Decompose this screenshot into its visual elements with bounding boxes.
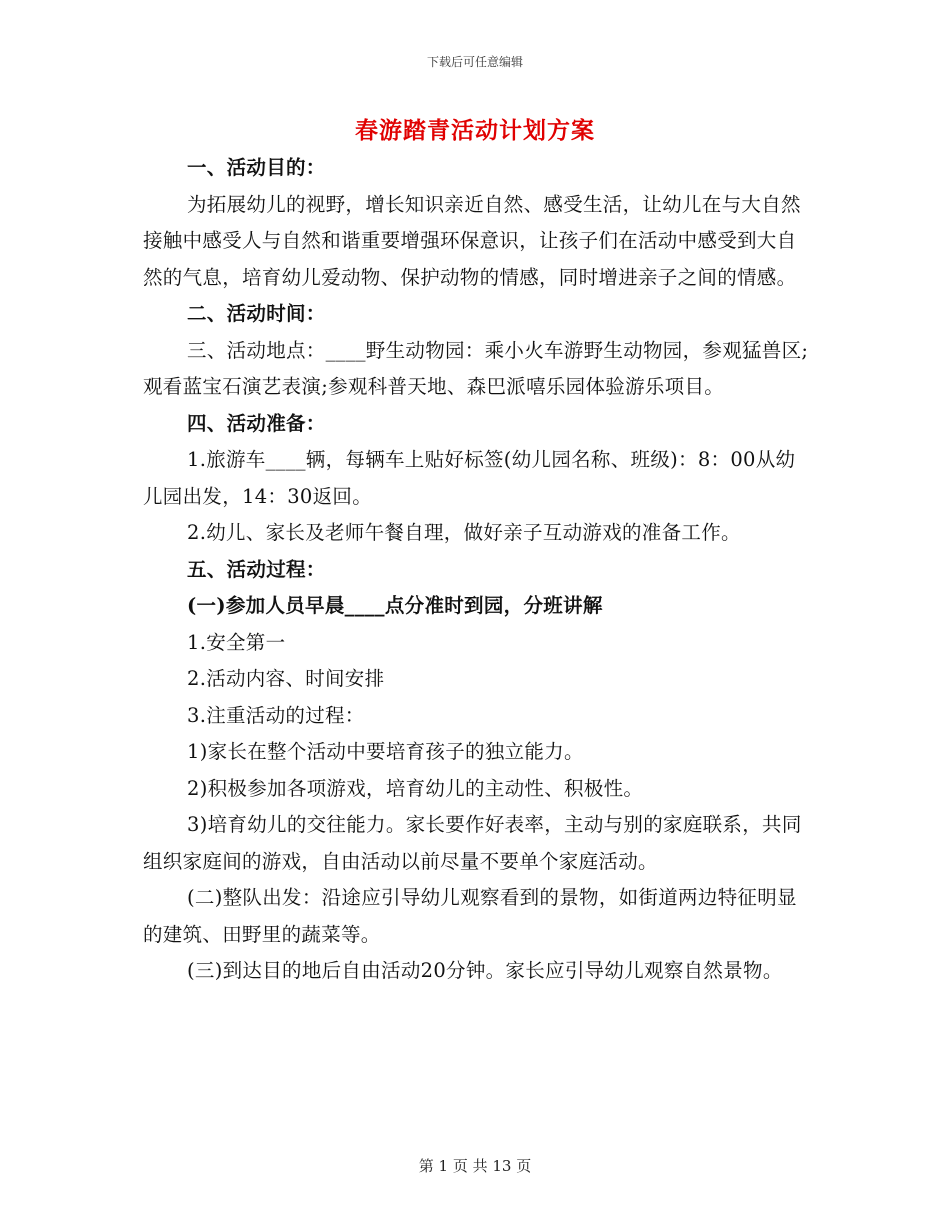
paragraph-location: 三、活动地点：____野生动物园：乘小火车游野生动物园，参观猛兽区;观看蓝宝石演艺表演;参观科普天地、森巴派嘻乐园体验游乐项目。 xyxy=(143,338,809,398)
document-title: 春游踏青活动计划方案 xyxy=(355,117,595,144)
section-heading-purpose: 一、活动目的： xyxy=(187,156,326,179)
list-item-independence: 1)家长在整个活动中要培育孩子的独立能力。 xyxy=(187,740,584,763)
list-item-lunch: 2.幼儿、家长及老师午餐自理，做好亲子互动游戏的准备工作。 xyxy=(187,521,741,544)
section-heading-process: 五、活动过程： xyxy=(187,557,326,581)
list-item-safety: 1.安全第一 xyxy=(187,630,286,654)
paragraph-departure: (二)整队出发：沿途应引导幼儿观察看到的景物，如街道两边特征明显的建筑、田野里的蔬菜等。 xyxy=(143,886,797,946)
page-footer: 第 1 页 共 13 页 xyxy=(418,1157,532,1175)
list-item-social: 3)培育幼儿的交往能力。家长要作好表率，主动与别的家庭联系，共同组织家庭间的游戏，自由活动以前尽量不要单个家庭活动。 xyxy=(143,813,802,873)
list-item-process-focus: 3.注重活动的过程： xyxy=(187,703,365,727)
paragraph-free-activity: (三)到达目的地后自由活动20分钟。家长应引导幼儿观察自然景物。 xyxy=(187,959,783,982)
list-item-schedule: 2.活动内容、时间安排 xyxy=(187,667,385,690)
section-heading-time: 二、活动时间： xyxy=(187,302,326,325)
page-header: 下载后可任意编辑 xyxy=(426,55,523,69)
list-item-bus: 1.旅游车____辆，每辆车上贴好标签(幼儿园名称、班级)：8：00从幼儿园出发，14：30返回。 xyxy=(143,448,796,508)
subheading-arrival: (一)参加人员早晨____点分准时到园，分班讲解 xyxy=(187,594,603,617)
document-body xyxy=(143,150,813,990)
section-heading-preparation: 四、活动准备： xyxy=(187,411,326,435)
list-item-participation: 2)积极参加各项游戏，培育幼儿的主动性、积极性。 xyxy=(187,776,644,800)
paragraph-purpose: 为拓展幼儿的视野，增长知识亲近自然、感受生活，让幼儿在与大自然接触中感受人与自然和谐重要增强环保意识，让孩子们在活动中感受到大自然的气息，培育幼儿爱动物、保护动物的情感，同时增进亲子之间的情感。 xyxy=(143,192,801,289)
